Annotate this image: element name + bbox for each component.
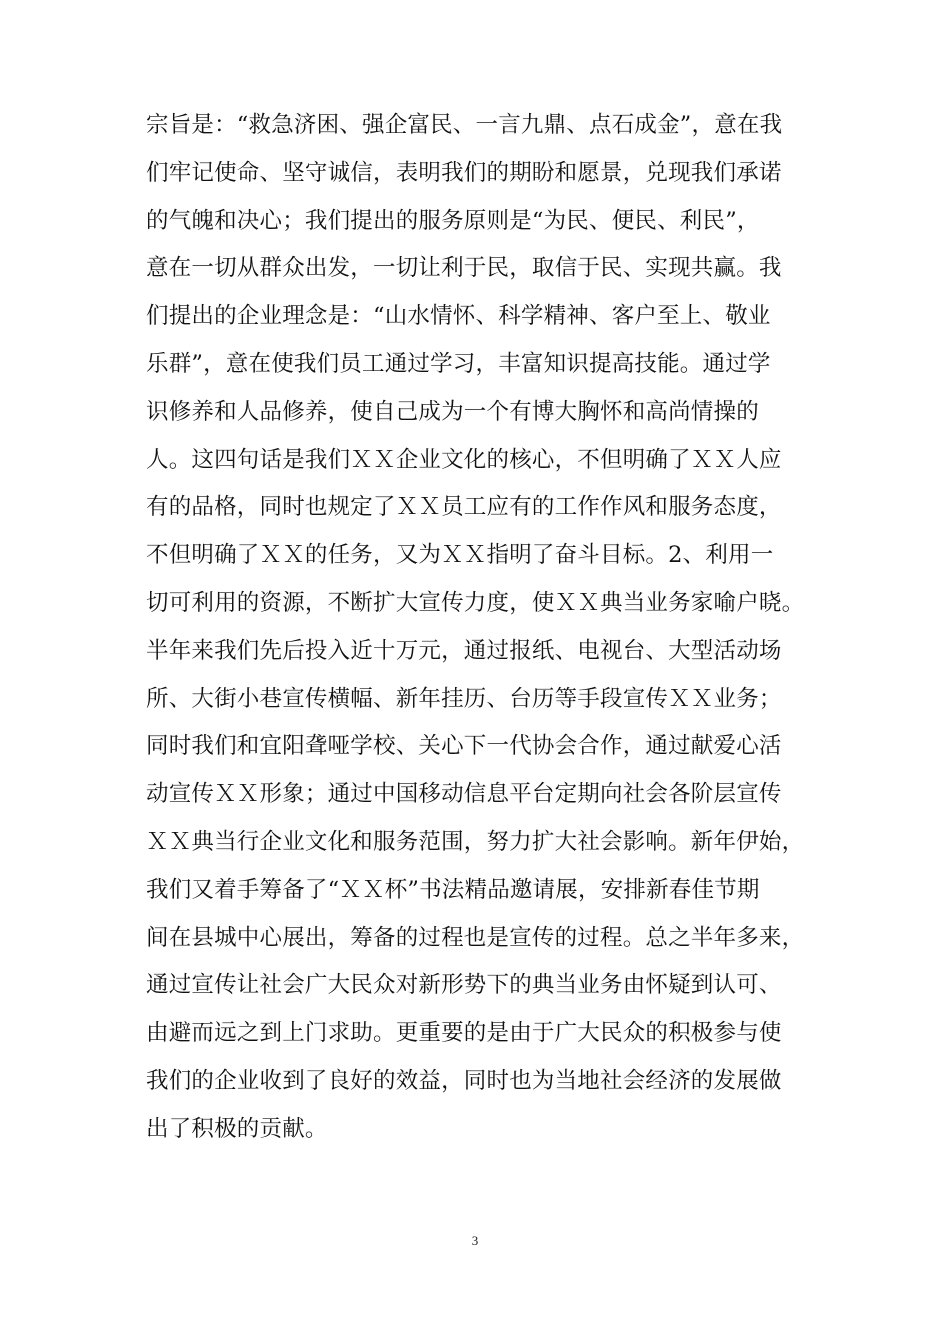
text-line: 我们的企业收到了良好的效益，同时也为当地社会经济的发展做 [146,1067,782,1094]
text-line: 切可利用的资源，不断扩大宣传力度，使ＸＸ典当业务家喻户晓。 [146,589,805,616]
text-line: ＸＸ典当行企业文化和服务范围，努力扩大社会影响。新年伊始， [146,828,805,855]
text-line: 出了积极的贡献。 [146,1115,328,1142]
text-line: 的气魄和决心；我们提出的服务原则是“为民、便民、利民”， [146,207,760,234]
text-line: 半年来我们先后投入近十万元，通过报纸、电视台、大型活动场 [146,637,782,664]
text-line: 人。这四句话是我们ＸＸ企业文化的核心，不但明确了ＸＸ人应 [146,446,782,473]
body-paragraph [146,102,818,1154]
text-line: 有的品格，同时也规定了ＸＸ员工应有的工作作风和服务态度， [146,494,782,521]
text-line: 们提出的企业理念是：“山水情怀、科学精神、客户至上、敬业 [146,303,771,330]
text-line: 由避而远之到上门求助。更重要的是由于广大民众的积极参与使 [146,1020,782,1047]
text-line: 不但明确了ＸＸ的任务，又为ＸＸ指明了奋斗目标。2、利用一 [146,542,774,569]
text-line: 动宣传ＸＸ形象；通过中国移动信息平台定期向社会各阶层宣传 [146,781,782,808]
text-line: 同时我们和宜阳聋哑学校、关心下一代协会合作，通过献爱心活 [146,733,782,760]
text-line: 所、大街小巷宣传横幅、新年挂历、台历等手段宣传ＸＸ业务； [146,685,782,712]
text-line: 宗旨是：“救急济困、强企富民、一言九鼎、点石成金”，意在我 [146,112,783,138]
text-line: 通过宣传让社会广大民众对新形势下的典当业务由怀疑到认可、 [146,972,782,999]
text-line: 间在县城中心展出，筹备的过程也是宣传的过程。总之半年多来， [146,924,805,951]
page-number: 3 [471,1233,479,1248]
text-line: 识修养和人品修养，使自己成为一个有博大胸怀和高尚情操的 [146,398,759,425]
text-line: 我们又着手筹备了“ＸＸ杯”书法精品邀请展，安排新春佳节期 [146,876,760,903]
text-line: 们牢记使命、坚守诚信，表明我们的期盼和愿景，兑现我们承诺 [146,159,782,186]
text-line: 意在一切从群众出发，一切让利于民，取信于民、实现共赢。我 [146,255,782,282]
text-line: 乐群”，意在使我们员工通过学习，丰富知识提高技能。通过学 [146,350,771,377]
